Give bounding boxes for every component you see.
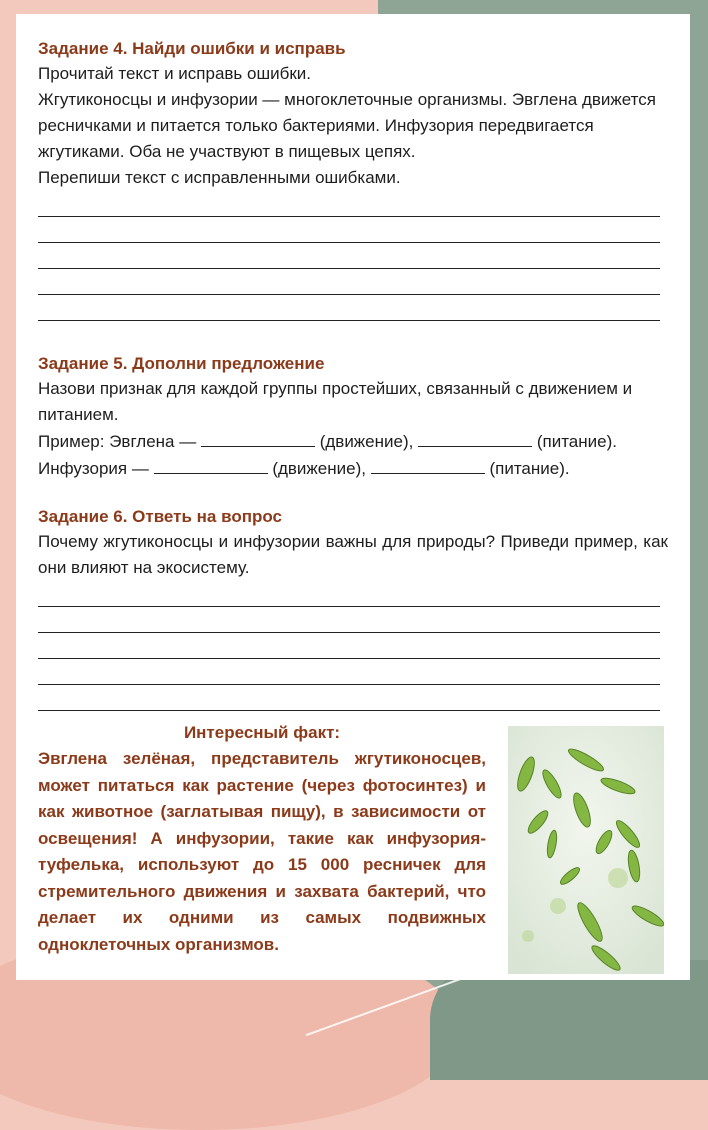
answer-line[interactable] [38,633,660,659]
task-6-answer-lines [38,581,668,711]
task-5-example-row [38,428,668,455]
example-prefix: Пример: Эвглена — [38,432,197,451]
euglena-microscope-photo [508,726,664,974]
answer-line[interactable] [38,191,660,217]
example-feeding-label: (питание). [536,432,617,451]
task-6 [38,504,668,711]
infusoria-feeding-blank[interactable] [371,455,485,474]
answer-line[interactable] [38,659,660,685]
answer-line[interactable] [38,607,660,633]
task-4-instruction: Прочитай текст и исправь ошибки. [38,64,311,83]
infusoria-prefix: Инфузория — [38,459,149,478]
task-6-title: Задание 6. Ответь на вопрос [38,507,282,526]
worksheet-content [38,36,668,711]
infusoria-feeding-label: (питание). [489,459,570,478]
task-4-answer-lines [38,191,668,321]
answer-line[interactable] [38,243,660,269]
example-movement-label: (движение), [319,432,414,451]
answer-line[interactable] [38,217,660,243]
answer-line[interactable] [38,685,660,711]
task-4-title: Задание 4. Найди ошибки и исправь [38,39,346,58]
answer-line[interactable] [38,581,660,607]
infusoria-movement-blank[interactable] [154,455,268,474]
task-5-title: Задание 5. Дополни предложение [38,354,325,373]
worksheet-page [16,14,690,980]
task-5 [38,351,668,482]
fact-title: Интересный факт: [183,723,341,742]
task-6-question: Почему жгутиконосцы и инфузории важны для природы? Приведи пример, как они влияют на экосистему. [38,532,668,577]
example-feeding-blank[interactable] [418,428,532,447]
infusoria-movement-label: (движение), [272,459,366,478]
answer-line[interactable] [38,295,660,321]
fact-text: Эвглена зелёная, представитель жгутиконосцев, может питаться как растение (через фотосинтез) и как животное (заглатывая пищу), в зависимости от освещения! А инфузории, такие как инфузория-туфелька, используют до 15 000 ресничек для стремительного движения и захвата бактерий, что делает их одними из самых подвижных одноклеточных организмов. [38,749,486,954]
euglena-illustration [508,726,664,974]
task-5-infusoria-row [38,455,668,482]
answer-line[interactable] [38,269,660,295]
task-4-text: Жгутиконосцы и инфузории — многоклеточные организмы. Эвглена движется ресничками и питается только бактериями. Инфузория передвигается жгутиками. Оба не участвуют в пищевых цепях. [38,90,656,161]
task-4-rewrite-instruction: Перепиши текст с исправленными ошибками. [38,168,401,187]
task-5-instruction: Назови признак для каждой группы простейших, связанный с движением и питанием. [38,379,633,424]
interesting-fact [38,720,486,958]
task-4 [38,36,668,321]
example-movement-blank[interactable] [201,428,315,447]
